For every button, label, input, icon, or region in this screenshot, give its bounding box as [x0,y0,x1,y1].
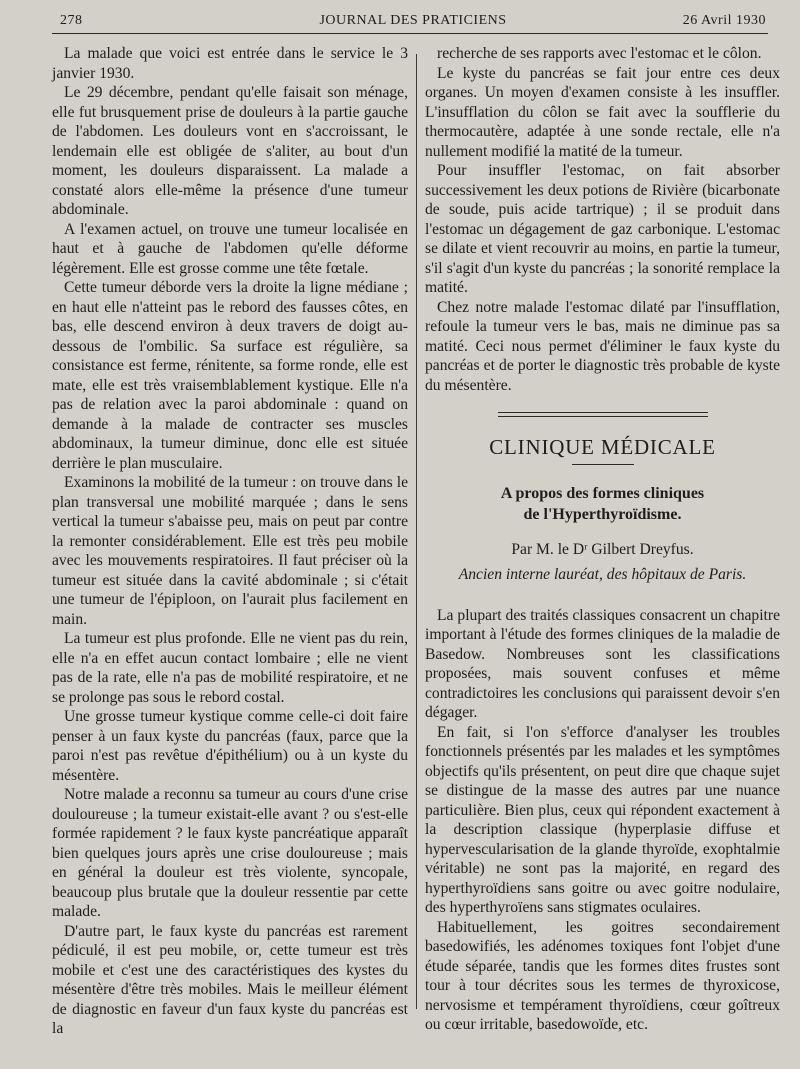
page-number: 278 [60,13,83,28]
paragraph: D'autre part, le faux kyste du pancréas est rarement pédiculé, il est peu mobile, or, cette tumeur est très mobile et c'est une des caractéristiques des kystes du mésentère d'être très mobiles. Mais le meilleur élément de diagnostic en faveur d'un faux kyste du pancréas est la [52,922,408,1037]
paragraph: recherche de ses rapports avec l'estomac et le côlon. [437,45,762,62]
left-column [52,44,408,1039]
paragraph: Chez notre malade l'estomac dilaté par l'insufflation, refoule la tumeur vers le bas, mais ne diminue pas sa matité. Ceci nous permet d'éliminer le faux kyste du pancréas et de porter le diagnostic très probable de kyste du mésentère. [425,298,780,394]
paragraph: La malade que voici est entrée dans le service le 3 janvier 1930. [52,45,408,82]
author-line: Par M. le Dʳ Gilbert Dreyfus. [511,540,694,558]
paragraph: Le kyste du pancréas se fait jour entre ces deux organes. Un moyen d'examen consiste à les insuffler. L'insufflation du côlon se fait avec la soufflerie du thermocautère, adaptée à une sonde rectale, elle n'a nullement modifié la matité de la tumeur. [425,64,780,160]
section-separator [498,412,708,420]
paragraph: Examinons la mobilité de la tumeur : on trouve dans le plan transversal une mobilité marquée ; dans le sens vertical la tumeur s'abaisse peu, mais on peut par contre la remonter considérablement. Elle est très peu mobile avec les mouvements respiratoires. Il faut préciser où la tumeur est située dans la cavité abdominale ; si c'était une tumeur de l'épiploon, on l'aurait plus facilement en main. [52,474,408,628]
right-column [425,44,780,1035]
page-header [60,13,766,35]
section-title: CLINIQUE MÉDICALE [489,435,716,459]
article-body [425,606,780,1035]
article-title-line: de l'Hyperthyroïdisme. [523,505,682,523]
author-affiliation: Ancien interne lauréat, des hôpitaux de Paris. [458,566,747,583]
paragraph: Pour insuffler l'estomac, on fait absorber successivement les deux potions de Rivière (bicarbonate de soude, puis acide tartrique) ; il se produit dans l'estomac un dégagement de gaz carbonique. L'estomac se dilate et vient recouvrir au moins, en partie la tumeur, s'il s'agit d'un kyste du pancréas ; la sonorité remplace la matité. [425,162,780,296]
issue-date: 26 Avril 1930 [682,13,766,28]
column-divider [416,54,417,1009]
article-title [425,483,780,525]
journal-title: JOURNAL DES PRATICIENS [319,13,507,28]
paragraph: La tumeur est plus profonde. Elle ne vient pas du rein, elle n'a en effet aucun contact lombaire ; elle ne vient pas de la rate, elle n'a pas de mobilité respiratoire, et ne se prolonge pas sous le rebord costal. [52,630,408,706]
article-title-line: A propos des formes cliniques [500,484,705,502]
title-rule [572,464,634,465]
header-rule [52,33,768,34]
paragraph: Le 29 décembre, pendant qu'elle faisait son ménage, elle fut brusquement prise de douleurs à la partie gauche de l'abdomen. Les douleurs vont en s'accroissant, le lendemain elle est obligée de s'aliter, au bout d'un moment, les douleurs disparaissent. La malade a constaté alors elle-même la présence d'une tumeur abdominale. [52,84,408,218]
paragraph: Cette tumeur déborde vers la droite la ligne médiane ; en haut elle n'atteint pas le rebord des fausses côtes, en bas, elle descend environ à deux travers de doigt au-dessous de l'ombilic. Sa surface est régulière, sa consistance est ferme, rénitente, sa forme ronde, elle est mate, elle est très vraisemblablement kystique. Elle n'a pas de relation avec la paroi abdominale : quand on demande à la malade de contracter ses muscles abdominaux, la tumeur diminue, donc elle est située derrière le plan musculaire. [52,279,408,472]
paragraph: A l'examen actuel, on trouve une tumeur localisée en haut et à gauche de l'abdomen qu'elle déforme légèrement. Elle est grosse comme une tête fœtale. [52,220,408,277]
paragraph: Notre malade a reconnu sa tumeur au cours d'une crise douloureuse ; la tumeur existait-elle avant ? ou s'est-elle formée rapidement ? le faux kyste pancréatique apparaît bien quelques jours après une crise douloureuse ; mais en général la douleur est très violente, syncopale, beaucoup plus brutale que la douleur ressentie par cette malade. [52,786,408,920]
paragraph: En fait, si l'on s'efforce d'analyser les troubles fonctionnels présentés par les malades et les symptômes objectifs qu'ils présentent, on peut dire que chaque sujet se distingue de la masse des autres par une nuance particulière. Bien plus, ceux qui répondent exactement à la description classique (hyperplasie diffuse et hypervescularisation de la glande thyroïde, exophtalmie véritable) ne sont pas la majorité, en regard des hyperthyroïdiens sans goitre ou avec goitre nodulaire, des hyperthyroïens sans stigmates oculaires. [425,723,780,916]
paragraph: Habituellement, les goitres secondairement basedowifiés, les adénomes toxiques font l'objet d'une étude séparée, tandis que les formes dites frustes sont tour à tour décrites sous les termes de thyroxicose, nervosisme et tempérament thyroïdiens, cœur goîtreux ou cœur irritable, basedowoïde, etc. [425,918,780,1033]
paragraph: Une grosse tumeur kystique comme celle-ci doit faire penser à un faux kyste du pancréas (faux, parce que la paroi n'est pas revêtue d'épithélium) ou à un kyste du mésentère. [52,708,408,784]
paragraph: La plupart des traités classiques consacrent un chapitre important à l'étude des formes cliniques de la maladie de Basedow. Nombreuses sont les classifications proposées, mais souvent confuses et même contradictoires les conclusions qui paraissent devoir s'en dégager. [425,606,780,721]
